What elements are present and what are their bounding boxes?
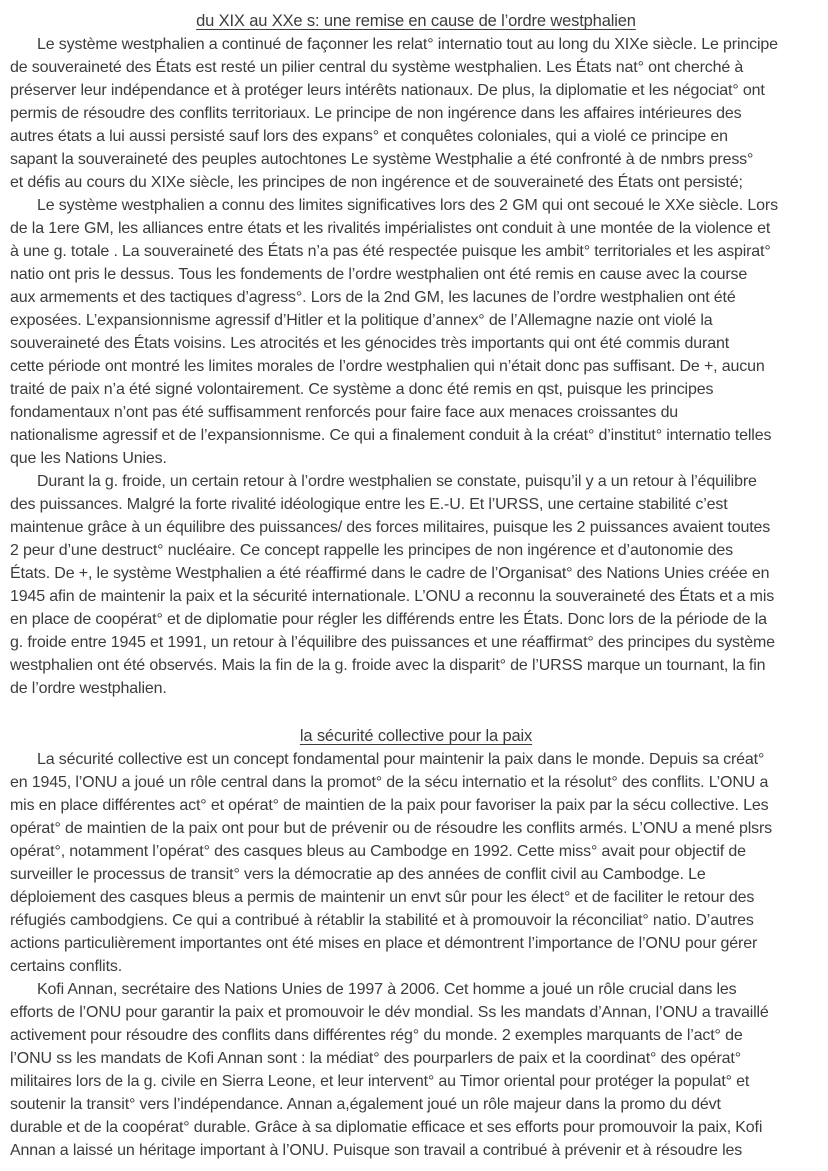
text-line: surveiller le processus de transit° vers la démocratie ap des années de conflit civil au Cambodge. Le [10, 866, 706, 883]
text-line: et défis au cours du XIXe siècle, les principes de non ingérence et de souveraineté des États ont persisté; [10, 174, 743, 191]
text-line: Kofi Annan, secrétaire des Nations Unies de 1997 à 2006. Cet homme a joué un rôle crucial dans les [37, 981, 737, 998]
text-line: aux armements et des tactiques d’agress°. Lors de la 2nd GM, les lacunes de l’ordre westphalien ont été [10, 289, 736, 306]
text-line: que les Nations Unies. [10, 450, 167, 467]
text-line: États. De +, le système Westphalien a été réaffirmé dans le cadre de l’Organisat° des Nations Unies créée en [10, 565, 770, 582]
paragraph [10, 33, 822, 194]
text-line: préserver leur indépendance et à protéger leurs intérêts nationaux. De plus, la diplomatie et les négociat° ont [10, 82, 765, 99]
text-line: réfugiés cambodgiens. Ce qui a contribué à rétablir la stabilité et à promouvoir la réconciliat° natio. D’autres [10, 912, 754, 929]
text-line: sapant la souveraineté des peuples autochtones Le système Westphalie a été confronté à de nmbrs press° [10, 151, 754, 168]
text-line: Annan a laissé un héritage important à l’ONU. Puisque son travail a contribué à prévenir et à résoudre les [10, 1142, 743, 1159]
text-line: g. froide entre 1945 et 1991, un retour à l’équilibre des puissances et une réaffirmat° des principes du système [10, 634, 775, 651]
text-line: l’ONU ss les mandats de Kofi Annan sont : la médiat° des pourparlers de paix et la coordinat° des opérat° [10, 1050, 741, 1067]
text-line: nationalisme agressif et de l’expansionnisme. Ce qui a finalement conduit à la créat° d’institut° internatio telles [10, 427, 772, 444]
paragraph [10, 978, 822, 1162]
text-line: cette période ont montré les limites morales de l’ordre westphalien qui n’était donc pas suffisant. De +, aucun [10, 358, 765, 375]
text-line: activement pour résoudre des conflits dans différentes rég° du monde. 2 exemples marquants de l’act° de [10, 1027, 743, 1044]
text-line: soutenir la transit° vers l’indépendance. Annan a,également joué un rôle majeur dans la promo du dévt [10, 1096, 721, 1113]
document-body [10, 10, 822, 1162]
text-line: efforts de l’ONU pour garantir la paix et promouvoir le dév mondial. Ss les mandats d’Annan, l’ONU a travaillé [10, 1004, 769, 1021]
text-line: des puissances. Malgré la forte rivalité idéologique entre les E.-U. Et l’URSS, une certaine stabilité c’est [10, 496, 728, 513]
section-heading: du XIX au XXe s: une remise en cause de l’ordre westphalien [196, 12, 636, 30]
text-line: souveraineté des États voisins. Les atrocités et les génocides très importants qui ont été commis durant [10, 335, 729, 352]
text-line: opérat° de maintien de la paix ont pour but de prévenir ou de résoudre les conflits armés. L’ONU a mené plsrs [10, 820, 773, 837]
text-line: 1945 afin de maintenir la paix et la sécurité internationale. L’ONU a reconnu la souveraineté des États et a mis [10, 588, 775, 605]
text-line: de souveraineté des États est resté un pilier central du système westphalien. Les États nat° ont cherché à [10, 59, 744, 76]
text-line: certains conflits. [10, 958, 123, 975]
text-line: militaires lors de la g. civile en Sierra Leone, et leur intervent° au Timor oriental pour protéger la populat° et [10, 1073, 750, 1090]
section-1 [10, 10, 822, 700]
text-line: fondamentaux n’ont pas été suffisamment renforcés pour faire face aux menaces croissantes du [10, 404, 679, 421]
text-line: à une g. totale . La souveraineté des États n’a pas été respectée puisque les ambit° territoriales et les aspirat° [10, 243, 771, 260]
text-line: en 1945, l’ONU a joué un rôle central dans la promot° de la sécu internatio et la résolut° des conflits. L’ONU a [10, 774, 769, 791]
text-line: natio ont pris le dessus. Tous les fondements de l’ordre westphalien ont été remis en cause avec la course [10, 266, 748, 283]
section-2 [10, 725, 822, 1162]
text-line: de l’ordre westphalien. [10, 680, 167, 697]
section-heading: la sécurité collective pour la paix [299, 727, 533, 745]
text-line: Le système westphalien a continué de façonner les relat° internatio tout au long du XIXe siècle. Le principe [37, 36, 778, 53]
text-line: La sécurité collective est un concept fondamental pour maintenir la paix dans le monde. Depuis sa créat° [37, 751, 765, 768]
text-line: durable et de la coopérat° durable. Grâce à sa diplomatie efficace et ses efforts pour promouvoir la paix, Kofi [10, 1119, 763, 1136]
text-line: en place de coopérat° et de diplomatie pour régler les différends entre les États. Donc lors de la période de la [10, 611, 767, 628]
text-line: maintenue grâce à un équilibre des puissances/ des forces militaires, puisque les 2 puissances avaient toutes [10, 519, 771, 536]
text-line: 2 peur d’une destruct° nucléaire. Ce concept rappelle les principes de non ingérence et d’autonomie des [10, 542, 733, 559]
text-line: westphalien ont été observés. Mais la fin de la g. froide avec la disparit° de l’URSS marque un tournant, la fin [10, 657, 766, 674]
text-line: actions particulièrement importantes ont été mises en place et démontrent l’importance de l’ONU pour gérer [10, 935, 758, 952]
text-line: Le système westphalien a connu des limites significatives lors des 2 GM qui ont secoué le XXe siècle. Lors [37, 197, 778, 214]
paragraph [10, 194, 822, 470]
text-line: déploiement des casques bleus a permis de maintenir un envt sûr pour les élect° et de faciliter le retour des [10, 889, 755, 906]
text-line: de la 1ere GM, les alliances entre états et les rivalités impérialistes ont conduit à une montée de la violence et [10, 220, 771, 237]
paragraph [10, 748, 822, 978]
text-line: exposées. L’expansionnisme agressif d’Hitler et la politique d’annex° de l’Allemagne nazie ont violé la [10, 312, 713, 329]
text-line: permis de résoudre des conflits territoriaux. Le principe de non ingérence dans les affaires intérieures des [10, 105, 742, 122]
text-line: autres états a lui aussi persisté sauf lors des expans° et conquêtes coloniales, qui a violé ce principe en [10, 128, 728, 145]
text-line: Durant la g. froide, un certain retour à l’ordre westphalien se constate, puisqu’il y a un retour à l’équilibre [37, 473, 757, 490]
text-line: mis en place différentes act° et opérat° de maintien de la paix pour favoriser la paix par la sécu collective. Les [10, 797, 769, 814]
text-line: opérat°, notamment l’opérat° des casques bleus au Cambodge en 1992. Cette miss° avait pour objectif de [10, 843, 746, 860]
paragraph [10, 470, 822, 700]
text-line: traité de paix n’a été signé volontairement. Ce système a donc été remis en qst, puisque les principes [10, 381, 714, 398]
